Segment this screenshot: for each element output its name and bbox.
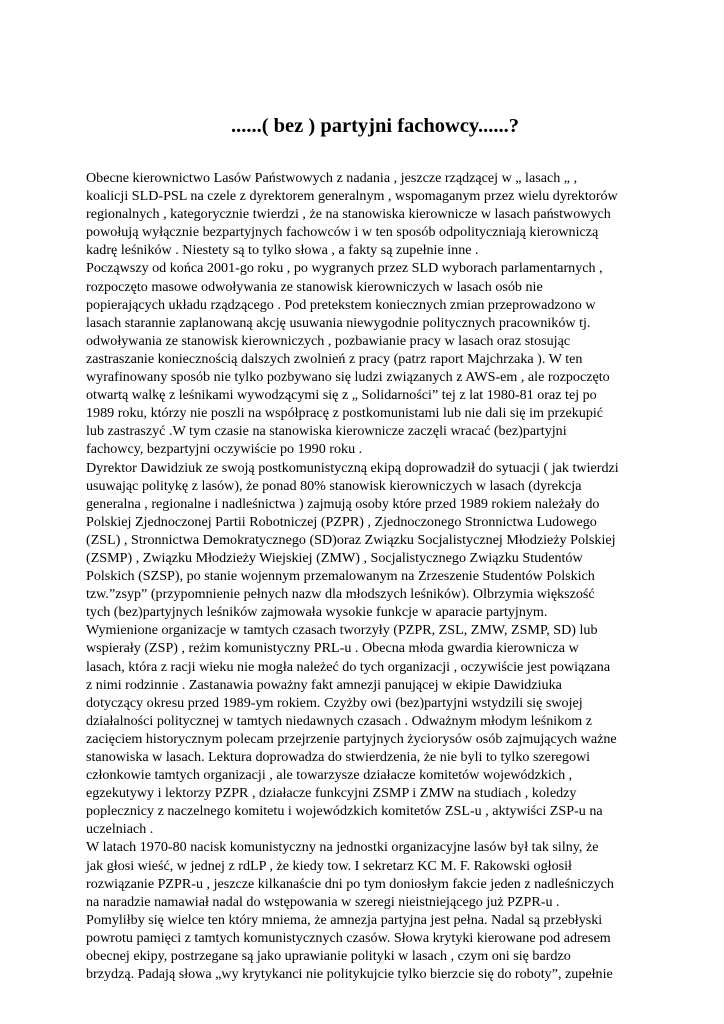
text-line: (ZSL) , Stronnictwa Demokratycznego (SD)oraz Związku Socjalistycznej Młodzieży Polskiej [86, 531, 616, 548]
text-line: Począwszy od końca 2001-go roku , po wygranych przez SLD wyborach parlamentarnych , [86, 260, 603, 277]
text-line: wyrafinowany sposób nie tylko pozbywano się ludzi związanych z AWS-em , ale rozpoczęto [86, 369, 610, 386]
text-line: wspierały (ZSP) , reżim komunistyczny PRL-u . Obecna młoda gwardia kierownicza w [86, 640, 579, 657]
text-line: zacięciem historycznym polecam przejrzenie partyjnych życiorysów osób zajmujących ważne [86, 730, 617, 747]
text-line: (ZSMP) , Związku Młodzieży Wiejskiej (ZMW) , Socjalistycznego Związku Studentów [86, 549, 583, 566]
text-line: popierających układu rządzącego . Pod pretekstem koniecznych zmian przeprowadzono w [86, 296, 596, 313]
text-line: na naradzie namawiał nadal do wstępowania w szeregi nieistniejącego już PZPR-u . [86, 893, 560, 910]
text-line: egzekutywy i lektorzy PZPR , działacze funkcyjni ZSMP i ZMW na studiach , koledzy [86, 785, 577, 802]
text-line: regionalnych , kategorycznie twierdzi , że na stanowiska kierownicze w lasach państwowych [86, 206, 611, 223]
text-line: Dyrektor Dawidziuk ze swoją postkomunistyczną ekipą doprowadził do sytuacji ( jak twierdzi [86, 459, 619, 476]
text-line: powrotu pamięci z tamtych komunistycznych czasów. Słowa krytyki kierowane pod adresem [86, 929, 611, 946]
document-title: ......( bez ) partyjni fachowcy......? [230, 115, 520, 137]
text-line: koalicji SLD-PSL na czele z dyrektorem generalnym , wspomaganym przez wielu dyrektorów [86, 188, 618, 205]
text-line: rozpoczęto masowe odwoływania ze stanowisk kierowniczych w lasach osób nie [86, 278, 543, 295]
text-line: lasach, która z racji wieku nie mogła należeć do tych organizacji , oczywiście jest powiązana [86, 658, 611, 675]
text-line: stanowiska w lasach. Lektura doprowadza do stwierdzenia, że nie byli to tylko szeregowi [86, 749, 591, 765]
text-line: lasach starannie zaplanowaną akcję usuwania niewygodnie politycznych pracowników tj. [86, 314, 591, 331]
text-line: tych (bez)partyjnych leśników zajmowała wysokie funkcje w aparacie partyjnym. [86, 604, 548, 621]
text-line: Obecne kierownictwo Lasów Państwowych z nadania , jeszcze rządzącej w „ lasach „ , [86, 170, 578, 186]
text-line: Wymienione organizacje w tamtych czasach tworzyły (PZPR, ZSL, ZMW, ZSMP, SD) lub [86, 622, 598, 639]
text-line: tzw.”zsyp” (przypomnienie pełnych nazw dla młodszych leśników). Olbrzymia większość [86, 586, 595, 603]
text-line: fachowcy, bezpartyjni oczywiście po 1990 roku . [86, 441, 363, 458]
text-line: lub zastraszyć .W tym czasie na stanowiska kierownicze zaczęli wracać (bez)partyjni [86, 423, 567, 440]
text-line: zastraszanie koniecznością dalszych zwolnień z pracy (patrz raport Majchrzaka ). W ten [86, 350, 583, 367]
text-line: z nimi rodzinnie . Zastanawia poważny fakt amnezji panującej w ekipie Dawidziuka [86, 676, 562, 693]
text-line: jak głosi wieść, w jednej z rdLP , że kiedy tow. I sekretarz KC M. F. Rakowski ogłosił [86, 857, 572, 874]
text-line: otwartą walkę z leśnikami wywodzącymi się z „ Solidarności” tej z lat 1980-81 oraz tej po [86, 387, 597, 404]
text-line: dotyczący okresu przed 1989-ym rokiem. Czyżby owi (bez)partyjni wstydzili się swojej [86, 694, 583, 711]
text-line: generalna , regionalne i nadleśnictwa ) zajmują osoby które przed 1989 rokiem należały do [86, 495, 600, 512]
text-line: poplecznicy z naczelnego komitetu i wojewódzkich komitetów ZSL-u , aktywiści ZSP-u na [86, 803, 603, 820]
text-line: kadrę leśników . Niestety są to tylko słowa , a fakty są zupełnie inne . [86, 242, 479, 259]
text-line: W latach 1970-80 nacisk komunistyczny na jednostki organizacyjne lasów był tak silny, że [86, 839, 599, 856]
text-line: powołują wyłącznie bezpartyjnych fachowców i w ten sposób odpolityczniają kierowniczą [86, 224, 599, 241]
text-line: członkowie tamtych organizacji , ale towarzysze działacze komitetów wojewódzkich , [86, 767, 573, 784]
text-line: usuwając politykę z lasów), że ponad 80% stanowisk kierowniczych w lasach (dyrekcja [86, 477, 582, 494]
text-line: obecnej ekipy, postrzegane są jako uprawianie polityki w lasach , czym oni się bardzo [86, 948, 571, 965]
text-line: Polskich (SZSP), po stanie wojennym przemalowanym na Zrzeszenie Studentów Polskich [86, 568, 595, 585]
text-line: Polskiej Zjednoczonej Partii Robotniczej (PZPR) , Zjednoczonego Stronnictwa Ludowego [86, 513, 597, 530]
text-line: działalności politycznej w tamtych niedawnych czasach . Odważnym młodym leśnikom z [86, 712, 593, 729]
text-line: 1989 roku, którzy nie poszli na współpracę z postkomunistami lub nie dali się im przekupić [86, 405, 604, 422]
text-line: rozwiązanie PZPR-u , jeszcze kilkanaście dni po tym doniosłym fakcie jeden z nadleśniczych [86, 875, 614, 892]
text-line: Pomyliłby się wielce ten który mniema, że amnezja partyjna jest pełna. Nadal są przebłyski [86, 911, 603, 928]
text-line: brzydzą. Padają słowa „wy krytykanci nie politykujcie tylko bierzcie się do roboty”, zupełnie [86, 966, 613, 983]
text-line: uczelniach . [86, 821, 154, 838]
document-body [86, 169, 646, 983]
text-line: odwoływania ze stanowisk kierowniczych , pozbawianie pracy w lasach oraz stosując [86, 332, 571, 349]
